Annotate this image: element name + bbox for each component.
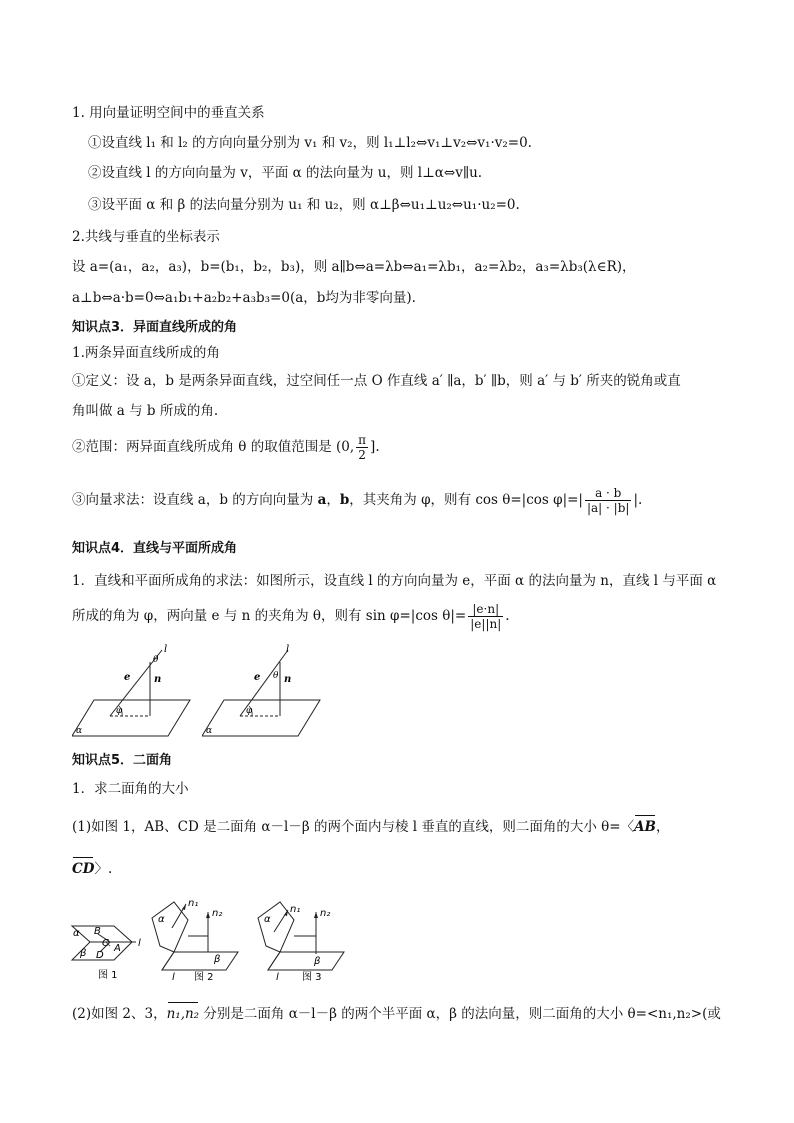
fraction-numerator: a · b xyxy=(585,486,631,501)
k5-p1-comma: ， xyxy=(655,819,670,835)
label-n: n xyxy=(284,674,292,685)
k4-line-2 xyxy=(72,600,510,632)
label-l: l xyxy=(276,972,279,983)
k3-vec-mid: ，其夹角为 φ，则有 cos θ=|cos φ|=| xyxy=(349,492,583,508)
section-2-title: 2.共线与垂直的坐标表示 xyxy=(72,229,220,245)
section-1-item-2: ②设直线 l 的方向向量为 v，平面 α 的法向量为 u，则 l⊥α⇔v∥u. xyxy=(88,165,483,181)
label-C: C xyxy=(102,938,109,949)
label-e: e xyxy=(254,672,261,683)
k4-line-2-prefix: 所成的角为 φ，两向量 e 与 n 的夹角为 θ，则有 sin φ=|cos θ|= xyxy=(72,608,467,624)
section-1-item-3: ③设平面 α 和 β 的法向量分别为 u₁ 和 u₂，则 α⊥β⇔u₁⊥u₂⇔u₁·u₂=0. xyxy=(88,197,520,213)
label-A: A xyxy=(114,943,121,954)
label-n2: n₂ xyxy=(212,908,223,919)
normal-vectors-n1-n2: n₁,n₂ xyxy=(166,1006,200,1022)
fraction-denominator: 2 xyxy=(358,448,366,462)
dihedral-figure-3 xyxy=(254,896,354,986)
figure-3-caption: 图 3 xyxy=(302,972,322,983)
knowledge-point-5-heading: 知识点5．二面角 xyxy=(72,753,173,768)
pi-over-2-fraction xyxy=(356,433,368,462)
section-1-item-1: ①设直线 l₁ 和 l₂ 的方向向量分别为 v₁ 和 v₂，则 l₁⊥l₂⇔v₁⊥v₂⇔v₁·v₂=0. xyxy=(88,135,532,151)
label-n: n xyxy=(154,674,162,685)
section-1-title: 1. 用向量证明空间中的垂直关系 xyxy=(72,105,265,121)
k3-range xyxy=(72,432,380,462)
fraction-numerator: π xyxy=(358,433,367,447)
knowledge-point-3-heading: 知识点3．异面直线所成的角 xyxy=(72,320,238,335)
k3-subtitle: 1.两条异面直线所成的角 xyxy=(72,345,220,361)
vector-a: a xyxy=(317,492,327,508)
vector-b: b xyxy=(339,492,350,508)
label-alpha: α xyxy=(158,914,165,925)
figure-1-caption: 图 1 xyxy=(98,970,118,981)
section-2-line-1: 设 a=(a₁，a₂，a₃)，b=(b₁，b₂，b₃)，则 a∥b⇔a=λb⇔a₁=λb₁，a₂=λb₂，a₃=λb₃(λ∈R)， xyxy=(72,259,636,275)
label-D: D xyxy=(96,950,104,961)
knowledge-point-4-heading: 知识点4．直线与平面所成角 xyxy=(72,541,238,556)
k3-range-prefix: ②范围：两异面直线所成角 θ 的取值范围是 (0, xyxy=(72,439,355,455)
k3-range-suffix: ]. xyxy=(370,439,380,455)
vector-AB: AB xyxy=(634,819,656,835)
label-n1: n₁ xyxy=(290,904,301,915)
k5-p1-end: 〉. xyxy=(94,861,113,877)
label-beta: β xyxy=(214,954,221,965)
label-alpha: α xyxy=(206,726,213,736)
line-plane-angle-figure-1 xyxy=(72,640,192,740)
k5-p2-text: 分别是二面角 α－l－β 的两个半平面 α，β 的法向量，则二面角的大小 θ=<n₁,n₂>(或 xyxy=(199,1006,721,1022)
vector-CD: CD xyxy=(72,861,95,877)
k4-line-1: 1．直线和平面所成角的求法：如图所示，设直线 l 的方向向量为 e，平面 α 的法向量为 n，直线 l 与平面 α xyxy=(72,573,717,589)
k5-paragraph-1 xyxy=(72,818,669,836)
sine-fraction xyxy=(468,602,503,631)
label-n2: n₂ xyxy=(320,908,331,919)
k5-subtitle: 1．求二面角的大小 xyxy=(72,781,189,797)
k3-definition-line-2: 角叫做 a 与 b 所成的角. xyxy=(72,403,219,419)
k5-paragraph-2 xyxy=(72,1005,721,1023)
cosine-fraction xyxy=(585,486,631,515)
label-theta: θ xyxy=(153,655,159,665)
label-alpha: α xyxy=(73,928,80,939)
label-B: B xyxy=(94,926,101,937)
dihedral-figure-1 xyxy=(70,906,150,986)
label-l: l xyxy=(172,972,175,983)
k5-p2-prefix: (2)如图 2、3， xyxy=(72,1006,167,1022)
label-l: l xyxy=(286,644,290,655)
k4-line-2-suffix: . xyxy=(505,608,510,624)
label-n1: n₁ xyxy=(188,898,199,909)
label-phi: φ xyxy=(246,706,253,716)
dihedral-figure-2 xyxy=(148,896,248,986)
k5-paragraph-1-continued xyxy=(72,860,112,878)
label-e: e xyxy=(124,672,131,683)
fraction-numerator: |e·n| xyxy=(468,602,503,617)
fraction-denominator: |e||n| xyxy=(470,617,502,631)
label-beta: β xyxy=(80,948,87,959)
label-phi: φ xyxy=(116,706,123,716)
label-alpha: α xyxy=(76,726,83,736)
k3-vec-suffix: |. xyxy=(633,492,643,508)
section-2-line-2: a⊥b⇔a·b=0⇔a₁b₁+a₂b₂+a₃b₃=0(a，b均为非零向量). xyxy=(72,290,416,306)
k3-definition-line-1: ①定义：设 a，b 是两条异面直线，过空间任一点 O 作直线 a′ ∥a，b′ ∥b，则 a′ 与 b′ 所夹的锐角或直 xyxy=(72,373,681,389)
label-l: l xyxy=(164,644,168,655)
k3-vec-sep: ， xyxy=(326,492,340,508)
k3-vector-method xyxy=(72,484,642,516)
k3-vec-prefix: ③向量求法：设直线 a，b 的方向向量为 xyxy=(72,492,314,508)
label-beta: β xyxy=(314,956,321,967)
label-l: l xyxy=(138,938,141,949)
label-theta: θ xyxy=(273,671,279,681)
k5-p1-text: (1)如图 1，AB、CD 是二面角 α－l－β 的两个面内与棱 l 垂直的直线，则二面角的大小 θ=〈 xyxy=(72,819,635,835)
line-plane-angle-figure-2 xyxy=(202,640,322,740)
fraction-denominator: |a| · |b| xyxy=(586,501,630,515)
label-alpha: α xyxy=(264,914,271,925)
figure-2-caption: 图 2 xyxy=(194,972,214,983)
